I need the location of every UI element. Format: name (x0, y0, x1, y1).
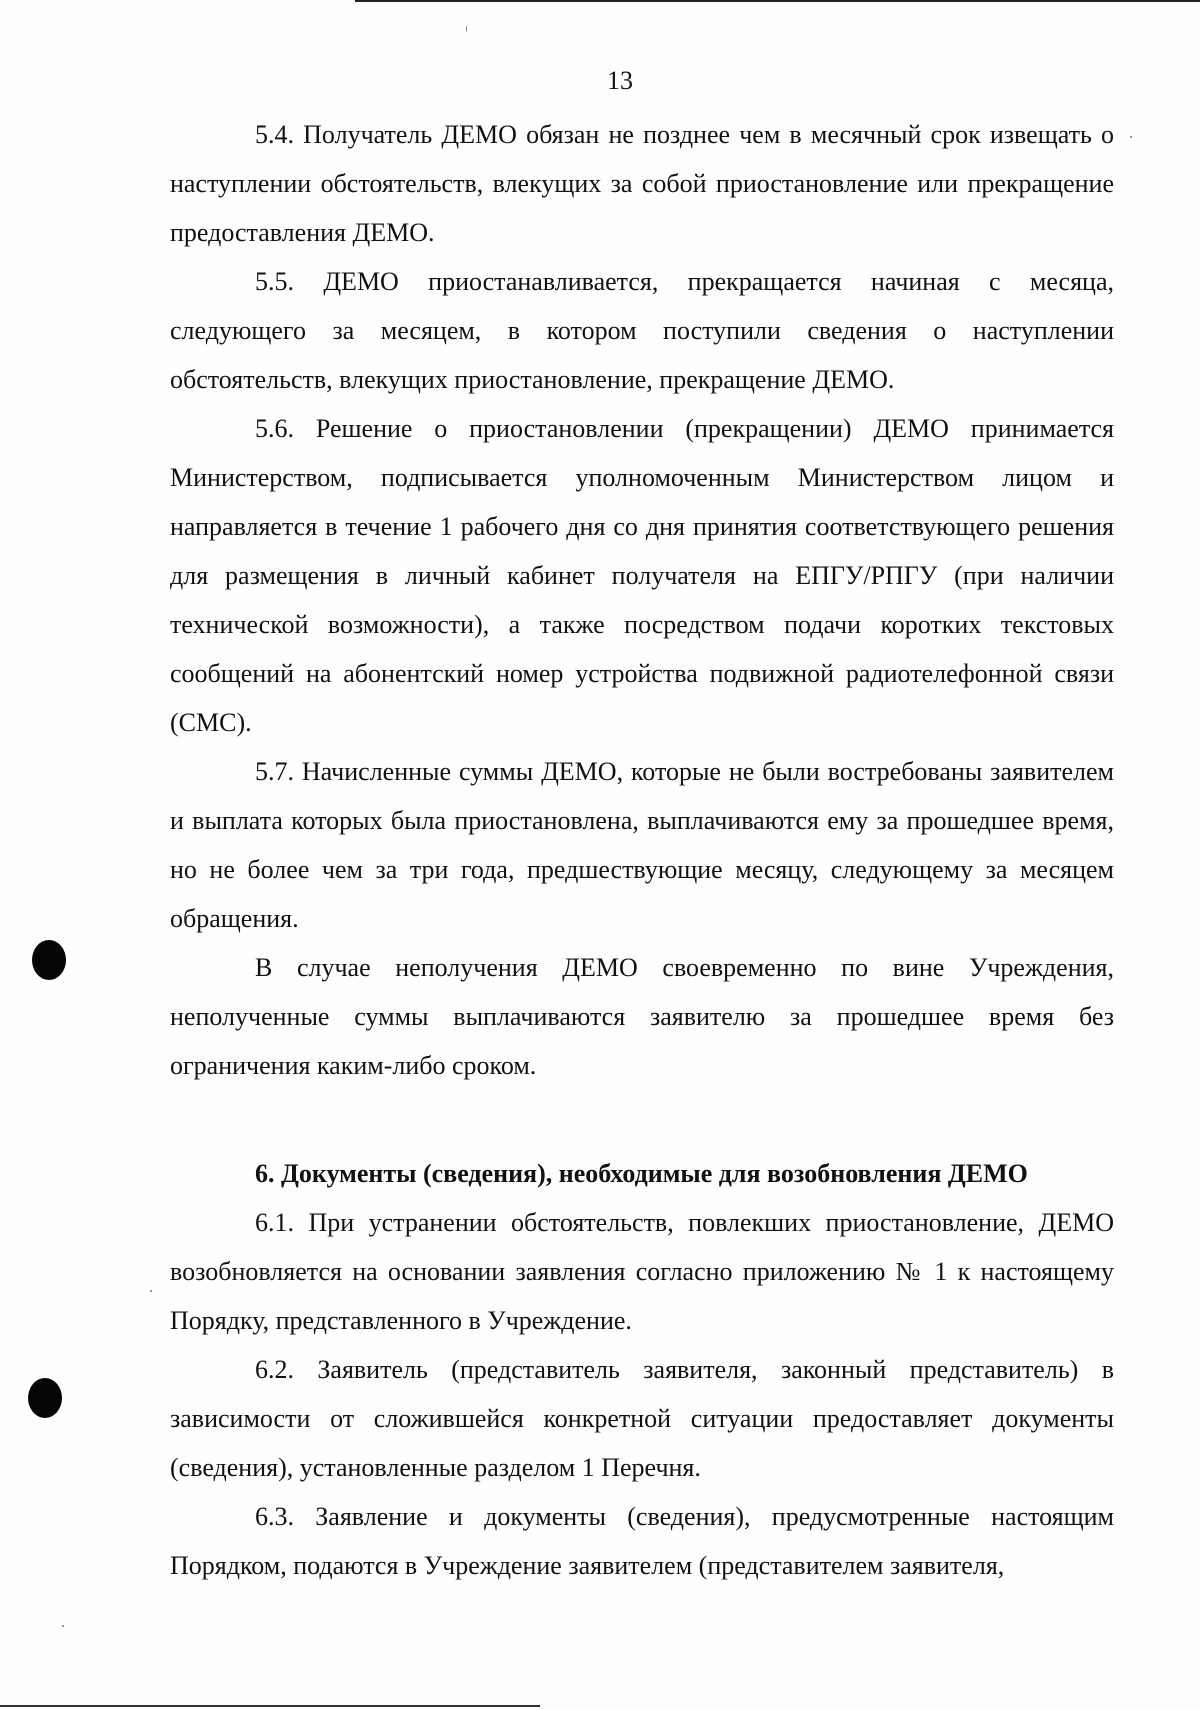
bottom-edge-line (0, 1705, 540, 1707)
scan-speck (150, 1290, 152, 1292)
scan-speck (466, 26, 467, 32)
paragraph-5-4: 5.4. Получатель ДЕМО обязан не позднее чем в месячный срок извещать о наступлении обстоятельств, влекущих за собой приостановление или прекращение предоставления ДЕМО. (170, 120, 1114, 247)
document-body (170, 110, 1114, 1590)
top-edge-line (355, 0, 1200, 2)
page-number: 13 (607, 66, 633, 95)
paragraph-5-6: 5.6. Решение о приостановлении (прекращении) ДЕМО принимается Министерством, подписывается уполномоченным Министерством лицом и направляется в течение 1 рабочего дня со дня принятия соответствующего решения для размещения в личный кабинет получателя на ЕПГУ/РПГУ (при наличии технической возможности), а также посредством подачи коротких текстовых сообщений на абонентский номер устройства подвижной радиотелефонной связи (СМС). (170, 414, 1114, 737)
punch-hole-mark (32, 940, 66, 980)
scan-speck (1130, 136, 1132, 138)
section-heading-6: 6. Документы (сведения), необходимые для возобновления ДЕМО (255, 1159, 1028, 1188)
paragraph-6-2: 6.2. Заявитель (представитель заявителя, законный представитель) в зависимости от сложившейся конкретной ситуации предоставляет документы (сведения), установленные разделом 1 Перечня. (170, 1355, 1114, 1482)
paragraph-5-5: 5.5. ДЕМО приостанавливается, прекращается начиная с месяца, следующего за месяцем, в котором поступили сведения о наступлении обстоятельств, влекущих приостановление, прекращение ДЕМО. (170, 267, 1114, 394)
paragraph-6-1: 6.1. При устранении обстоятельств, повлекших приостановление, ДЕМО возобновляется на основании заявления согласно приложению № 1 к настоящему Порядку, представленного в Учреждение. (170, 1208, 1114, 1335)
punch-hole-mark (28, 1378, 62, 1418)
paragraph-6-3: 6.3. Заявление и документы (сведения), предусмотренные настоящим Порядком, подаются в Учреждение заявителем (представителем заявителя, (170, 1502, 1114, 1580)
scan-speck (62, 1625, 64, 1627)
paragraph-5-7: 5.7. Начисленные суммы ДЕМО, которые не были востребованы заявителем и выплата которых была приостановлена, выплачиваются ему за прошедшее время, но не более чем за три года, предшествующие месяцу, следующему за месяцем обращения. (170, 757, 1114, 933)
paragraph-non-receipt: В случае неполучения ДЕМО своевременно по вине Учреждения, неполученные суммы выплачиваются заявителю за прошедшее время без ограничения каким-либо сроком. (170, 953, 1114, 1080)
